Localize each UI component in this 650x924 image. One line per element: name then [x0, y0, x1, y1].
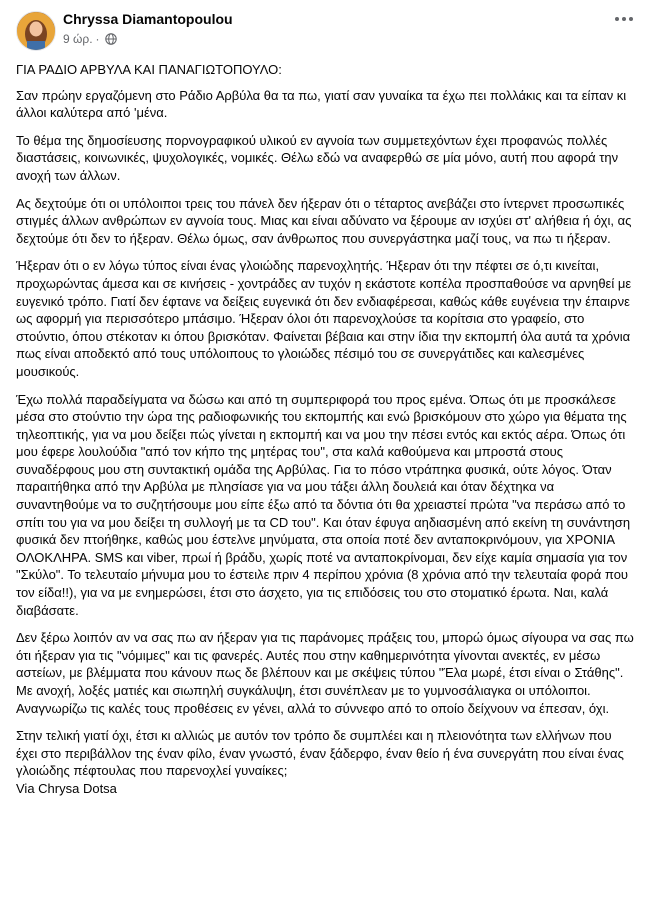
- post-credit: Via Chrysa Dotsa: [16, 780, 117, 796]
- post-paragraph: Ας δεχτούμε ότι οι υπόλοιποι τρεις του πάνελ δεν ήξεραν ότι ο τέταρτος ανεβάζει στο ίντερνετ προσωπικές στιγμές άλλων ανθρώπων εν αγνοία τους. Μιας και είναι αδύνατο να ξέρουμε αν ισχύει στ' αλήθεια ή όχι, ας δεχτούμε ότι δεν το ήξεραν. Θέλω όμως, σαν άνθρωπος που συνεργάστηκα μαζί τους, να πω τι ήξεραν.: [16, 195, 632, 246]
- meta-separator: ·: [95, 32, 100, 46]
- post-author[interactable]: Chryssa Diamantopoulou: [63, 11, 233, 27]
- more-options-icon: [614, 16, 634, 22]
- post-meta: [63, 31, 117, 49]
- post-paragraph: Δεν ξέρω λοιπόν αν να σας πω αν ήξεραν για τις παράνομες πράξεις του, μπορώ όμως σίγουρα να σας πω ότι ήξεραν για τις "νόμιμες" και τις φανερές. Αυτές που στην καθημερινότητα γίνονται ανεκτές, εν μέσω αστείων, με βλέμματα που κάνουν πως δε βλέπουν και με σκέψεις τύπου "Έλα μωρέ, έτσι είναι ο Στάθης". Με ανοχή, λοξές ματιές και σιωπηλή συγκάλυψη, έτσι συνέπλεαν με το γυμνοσάλιαγκα οι υπόλοιποι. Αναγνωρίζω τις καλές τους προθέσεις εν γένει, αλλά το σύννεφο από το οποίο δείχνουν να έπεσαν, όχι.: [16, 630, 634, 716]
- post-header: [16, 10, 576, 54]
- post-body: [16, 61, 634, 808]
- post-time[interactable]: 9 ώρ.: [63, 32, 93, 46]
- globe-icon[interactable]: [105, 33, 117, 49]
- avatar-photo: [17, 12, 55, 50]
- post-heading: ΓΙΑ ΡΑΔΙΟ ΑΡΒΥΛΑ ΚΑΙ ΠΑΝΑΓΙΩΤΟΠΟΥΛΟ:: [16, 62, 282, 77]
- post-paragraph: Έχω πολλά παραδείγματα να δώσω και από τη συμπεριφορά του προς εμένα. Όπως ότι με προσκάλεσε μέσα στο στούντιο την ώρα της ραδιοφωνικής του εκπομπής και ενώ βρισκόμουν στο χώρο για θέματα της τηλεοπτικής, για να μου δείξει πώς γίνεται η εκπομπή και να μου την πέσει εντός και εκτός αέρα. Όπως ότι μου έφερε λουλούδια "από τον κήπο της μητέρας του", στα καλά καθούμενα και μπροστά στους συναδέρφους μου στη συντακτική ομάδα της Αρβύλας. Για το πόσο ντράπηκα φυσικά, ούτε λόγος. Όταν παραιτήθηκα από την Αρβύλα με πλησίασε για να μου τάξει άλλη δουλειά και όταν δέχτηκα να συναντηθούμε να το συζητήσουμε μου είπε έξω από τα δόντια ότι θα χρειαστεί πρώτα "να περάσω από το σπίτι του για να μου δείξει τη συλλογή με τα CD του". Και όταν έφυγα αηδιασμένη από εκείνη τη συνάντηση φυσικά δεν πτοήθηκε, καθώς μου έστελνε μηνύματα, στα οποία ποτέ δεν ανταποκρινόμουν, για ΧΡΟΝΙΑ ΟΛΟΚΛΗΡΑ. SMS και viber, πρωί ή βράδυ, χωρίς ποτέ να ανταποκρίνομαι, δεν είχε καμία σημασία για τον "Σκύλο". Το τελευταίο μήνυμα μου το έστειλε πριν 4 περίπου χρόνια (8 χρόνια από την τελευταία φορά που τον είδα!!), για να με ενημερώσει, έτσι στο άσχετο, για τις επιδόσεις του στο στοματικό έρωτα. Ναι, καλά διαβάσατε.: [16, 391, 631, 618]
- post-paragraph: Στην τελική γιατί όχι, έτσι κι αλλιώς με αυτόν τον τρόπο δε συμπλέει και η πλειονότητα των ελλήνων που έχει στο περιβάλλον της έναν φίλο, έναν γνωστό, έναν ξάδερφο, έναν θείο ή ένα συνεργάτη που είναι ένας γλοιώδης πέφτουλας που παρενοχλεί γυναίκες;: [16, 728, 624, 779]
- more-options-button[interactable]: [610, 8, 638, 28]
- post-paragraph: Το θέμα της δημοσίευσης πορνογραφικού υλικού εν αγνοία των συμμετεχόντων έχει προφανώς πολλές διαστάσεις, κοινωνικές, ψυχολογικές, νομικές. Θέλω εδώ να αναφερθώ σε μία μόνο, αυτή που αφορά την ανοχή των άλλων.: [16, 132, 619, 183]
- post-paragraph: Ήξεραν ότι ο εν λόγω τύπος είναι ένας γλοιώδης παρενοχλητής. Ήξεραν ότι την πέφτει σε ό,τι κινείται, προχωρώντας άμεσα και σε κινήσεις - χοντράδες αν τυχόν η εκάστοτε κοπέλα προσπαθούσε να αρνηθεί με ευγενικό τρόπο. Γιατί δεν έφτανε να δείξεις ευγενικά ότι δεν ενδιαφέρεσαι, καθώς κάθε ευγένεια την έπαιρνε ως αφορμή για περισσότερο μπάσιμο. Ήξεραν όλοι ότι παρενοχλούσε τα κορίτσια στο γραφείο, στο στούντιο, όπου στέκοταν κι όπου βρισκόταν. Φαίνεται βέβαια και στην ίδια την εκπομπή όλα αυτά τα χρόνια πως είναι αποδεκτό από τους υπόλοιπους το γλοιώδες πέσιμό του σε συνεργάτιδες και καλεσμένες μουσικούς.: [16, 258, 632, 379]
- post-paragraph: Σαν πρώην εργαζόμενη στο Ράδιο Αρβύλα θα τα πω, γιατί σαν γυναίκα τα έχω πει πολλάκις και τα είπαν κι άλλοι καλύτερα από 'μένα.: [16, 87, 627, 121]
- avatar[interactable]: [16, 11, 56, 51]
